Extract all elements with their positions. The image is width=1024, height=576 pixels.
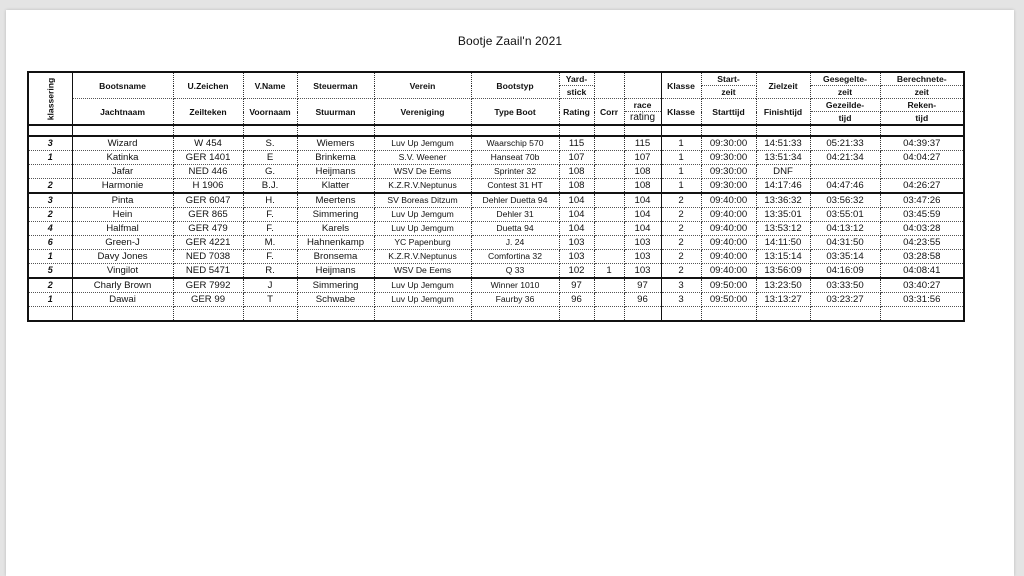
rank-cell: 1 [28, 293, 72, 307]
header-vname: V.Name [243, 72, 297, 99]
initials-cell: S. [243, 136, 297, 151]
club-cell: Luv Up Jemgum [374, 293, 471, 307]
calculated-time-cell: 04:03:28 [880, 222, 964, 236]
race-rating-cell: 108 [624, 179, 661, 194]
header-corr: Corr [594, 99, 624, 126]
klasse-cell: 1 [661, 179, 701, 194]
table-row [28, 193, 964, 208]
sail-number-cell: W 454 [173, 136, 243, 151]
club-cell: Luv Up Jemgum [374, 278, 471, 293]
sailed-time-cell: 04:31:50 [810, 236, 880, 250]
club-cell: Luv Up Jemgum [374, 208, 471, 222]
header-verein: Verein [374, 72, 471, 99]
calculated-time-cell: 03:45:59 [880, 208, 964, 222]
sail-number-cell: NED 446 [173, 165, 243, 179]
header-uzeichen: U.Zeichen [173, 72, 243, 99]
calculated-time-cell: 04:08:41 [880, 264, 964, 279]
sail-number-cell: GER 479 [173, 222, 243, 236]
start-time-cell: 09:30:00 [701, 136, 756, 151]
boat-type-cell: J. 24 [471, 236, 559, 250]
start-time-cell: 09:40:00 [701, 193, 756, 208]
finish-time-cell: 13:15:14 [756, 250, 810, 264]
yardstick-cell: 108 [559, 165, 594, 179]
sailed-time-cell [810, 165, 880, 179]
race-rating-cell: 104 [624, 193, 661, 208]
corr-cell [594, 165, 624, 179]
table-row [28, 264, 964, 279]
yardstick-cell: 104 [559, 222, 594, 236]
finish-time-cell: 14:11:50 [756, 236, 810, 250]
finish-time-cell: DNF [756, 165, 810, 179]
klasse-cell: 2 [661, 250, 701, 264]
boat-type-cell: Comfortina 32 [471, 250, 559, 264]
sailed-time-cell: 03:33:50 [810, 278, 880, 293]
yardstick-cell: 97 [559, 278, 594, 293]
table-row [28, 179, 964, 194]
corr-cell [594, 208, 624, 222]
header-reken-2: tijd [880, 112, 964, 126]
boat-name-cell: Hein [72, 208, 173, 222]
header-gesegelte-2: zeit [810, 86, 880, 99]
start-time-cell: 09:40:00 [701, 222, 756, 236]
boat-name-cell: Harmonie [72, 179, 173, 194]
sail-number-cell: GER 99 [173, 293, 243, 307]
boat-type-cell: Faurby 36 [471, 293, 559, 307]
club-cell: Luv Up Jemgum [374, 136, 471, 151]
corr-cell [594, 136, 624, 151]
sailed-time-cell: 03:56:32 [810, 193, 880, 208]
header-row-1 [28, 72, 964, 86]
header-stick: stick [559, 86, 594, 99]
skipper-cell: Heijmans [297, 264, 374, 279]
klasse-cell: 1 [661, 151, 701, 165]
calculated-time-cell: 03:40:27 [880, 278, 964, 293]
sail-number-cell: GER 7992 [173, 278, 243, 293]
klasse-cell: 2 [661, 222, 701, 236]
start-time-cell: 09:30:00 [701, 165, 756, 179]
header-jachtnaam: Jachtnaam [72, 99, 173, 126]
boat-type-cell: Contest 31 HT [471, 179, 559, 194]
table-row [28, 250, 964, 264]
boat-name-cell: Charly Brown [72, 278, 173, 293]
klasse-cell: 3 [661, 293, 701, 307]
race-rating-cell: 104 [624, 208, 661, 222]
boat-type-cell: Sprinter 32 [471, 165, 559, 179]
boat-name-cell: Davy Jones [72, 250, 173, 264]
klasse-cell: 2 [661, 236, 701, 250]
rank-cell: 1 [28, 151, 72, 165]
race-rating-cell: 115 [624, 136, 661, 151]
header-row-3 [28, 99, 964, 112]
boat-type-cell: Winner 1010 [471, 278, 559, 293]
club-cell: YC Papenburg [374, 236, 471, 250]
start-time-cell: 09:40:00 [701, 264, 756, 279]
initials-cell: M. [243, 236, 297, 250]
boat-name-cell: Dawai [72, 293, 173, 307]
header-typeboot: Type Boot [471, 99, 559, 126]
corr-cell [594, 222, 624, 236]
race-rating-cell: 107 [624, 151, 661, 165]
race-rating-cell: 103 [624, 264, 661, 279]
club-cell: WSV De Eems [374, 264, 471, 279]
initials-cell: F. [243, 208, 297, 222]
header-bootsname: Bootsname [72, 72, 173, 99]
start-time-cell: 09:50:00 [701, 278, 756, 293]
corr-cell [594, 151, 624, 165]
boat-type-cell: Dehler 31 [471, 208, 559, 222]
finish-time-cell: 13:56:09 [756, 264, 810, 279]
yardstick-cell: 96 [559, 293, 594, 307]
sailed-time-cell: 03:35:14 [810, 250, 880, 264]
rank-cell: 3 [28, 193, 72, 208]
corr-cell [594, 293, 624, 307]
rank-cell [28, 165, 72, 179]
header-rating: Rating [559, 99, 594, 126]
rank-cell: 5 [28, 264, 72, 279]
header-berechnete-2: zeit [880, 86, 964, 99]
result-rows [28, 136, 964, 307]
header-start-1: Start- [701, 72, 756, 86]
calculated-time-cell: 03:31:56 [880, 293, 964, 307]
table-row [28, 151, 964, 165]
rank-cell: 2 [28, 208, 72, 222]
boat-type-cell: Hanseat 70b [471, 151, 559, 165]
calculated-time-cell: 03:28:58 [880, 250, 964, 264]
skipper-cell: Bronsema [297, 250, 374, 264]
yardstick-cell: 102 [559, 264, 594, 279]
boat-name-cell: Vingilot [72, 264, 173, 279]
boat-name-cell: Green-J [72, 236, 173, 250]
table-row [28, 278, 964, 293]
klasse-cell: 2 [661, 208, 701, 222]
initials-cell: H. [243, 193, 297, 208]
page-title: Bootje Zaail'n 2021 [457, 34, 563, 48]
header-finishtijd: Finishtijd [756, 99, 810, 126]
calculated-time-cell: 04:39:37 [880, 136, 964, 151]
calculated-time-cell: 04:26:27 [880, 179, 964, 194]
header-voornaam: Voornaam [243, 99, 297, 126]
finish-time-cell: 13:13:27 [756, 293, 810, 307]
initials-cell: J [243, 278, 297, 293]
sailed-time-cell: 03:23:27 [810, 293, 880, 307]
boat-type-cell: Duetta 94 [471, 222, 559, 236]
rank-cell: 3 [28, 136, 72, 151]
start-time-cell: 09:30:00 [701, 179, 756, 194]
boat-name-cell: Wizard [72, 136, 173, 151]
yardstick-cell: 103 [559, 236, 594, 250]
skipper-cell: Schwabe [297, 293, 374, 307]
corr-cell [594, 250, 624, 264]
corr-cell [594, 278, 624, 293]
rank-cell: 6 [28, 236, 72, 250]
sailed-time-cell: 04:21:34 [810, 151, 880, 165]
finish-time-cell: 13:51:34 [756, 151, 810, 165]
race-rating-cell: 103 [624, 250, 661, 264]
club-cell: K.Z.R.V.Neptunus [374, 250, 471, 264]
race-rating-cell: 104 [624, 222, 661, 236]
corr-cell [594, 236, 624, 250]
header-gezeilde-2: tijd [810, 112, 880, 126]
boat-name-cell: Halfmal [72, 222, 173, 236]
header-reken-1: Reken- [880, 99, 964, 112]
initials-cell: T [243, 293, 297, 307]
skipper-cell: Meertens [297, 193, 374, 208]
skipper-cell: Wiemers [297, 136, 374, 151]
race-rating-cell: 96 [624, 293, 661, 307]
sailed-time-cell: 04:16:09 [810, 264, 880, 279]
blank-row [28, 307, 964, 322]
skipper-cell: Hahnenkamp [297, 236, 374, 250]
boat-name-cell: Katinka [72, 151, 173, 165]
club-cell: WSV De Eems [374, 165, 471, 179]
table-row [28, 208, 964, 222]
klasse-cell: 1 [661, 136, 701, 151]
rank-cell: 2 [28, 179, 72, 194]
race-rating-cell: 108 [624, 165, 661, 179]
table-row [28, 236, 964, 250]
header-race-rating: rating [624, 112, 661, 126]
race-rating-cell: 97 [624, 278, 661, 293]
klasse-cell: 3 [661, 278, 701, 293]
header-klasse-bottom: Klasse [661, 99, 701, 126]
initials-cell: B.J. [243, 179, 297, 194]
skipper-cell: Simmering [297, 208, 374, 222]
klasse-cell: 2 [661, 193, 701, 208]
sail-number-cell: GER 1401 [173, 151, 243, 165]
header-klasse-top: Klasse [661, 72, 701, 99]
header-gesegelte-1: Gesegelte- [810, 72, 880, 86]
club-cell: Luv Up Jemgum [374, 222, 471, 236]
yardstick-cell: 108 [559, 179, 594, 194]
spacer-row [28, 125, 964, 136]
initials-cell: F. [243, 250, 297, 264]
header-bootstyp: Bootstyp [471, 72, 559, 99]
corr-cell [594, 193, 624, 208]
header-zielzeit: Zielzeit [756, 72, 810, 99]
document-page [6, 10, 1014, 576]
header-race: race [624, 99, 661, 112]
header-steuerman: Steuerman [297, 72, 374, 99]
finish-time-cell: 13:35:01 [756, 208, 810, 222]
header-empty-corr-top [594, 72, 624, 99]
start-time-cell: 09:40:00 [701, 236, 756, 250]
start-time-cell: 09:40:00 [701, 250, 756, 264]
header-berechnete-1: Berechnete- [880, 72, 964, 86]
sail-number-cell: GER 6047 [173, 193, 243, 208]
corr-cell [594, 179, 624, 194]
klasse-cell: 1 [661, 165, 701, 179]
yardstick-cell: 115 [559, 136, 594, 151]
sail-number-cell: GER 4221 [173, 236, 243, 250]
yardstick-cell: 104 [559, 193, 594, 208]
sail-number-cell: NED 5471 [173, 264, 243, 279]
skipper-cell: Heijmans [297, 165, 374, 179]
skipper-cell: Karels [297, 222, 374, 236]
calculated-time-cell: 04:04:27 [880, 151, 964, 165]
start-time-cell: 09:30:00 [701, 151, 756, 165]
calculated-time-cell: 03:47:26 [880, 193, 964, 208]
header-stuurman: Stuurman [297, 99, 374, 126]
start-time-cell: 09:50:00 [701, 293, 756, 307]
calculated-time-cell [880, 165, 964, 179]
rank-cell: 1 [28, 250, 72, 264]
header-zeilteken: Zeilteken [173, 99, 243, 126]
finish-time-cell: 13:53:12 [756, 222, 810, 236]
sailed-time-cell: 05:21:33 [810, 136, 880, 151]
finish-time-cell: 14:51:33 [756, 136, 810, 151]
boat-type-cell: Q 33 [471, 264, 559, 279]
table-row [28, 136, 964, 151]
header-starttijd: Starttijd [701, 99, 756, 126]
start-time-cell: 09:40:00 [701, 208, 756, 222]
header-gezeilde-1: Gezeilde- [810, 99, 880, 112]
results-table [27, 71, 965, 322]
header-empty-race-top [624, 72, 661, 99]
rank-cell: 4 [28, 222, 72, 236]
yardstick-cell: 104 [559, 208, 594, 222]
header-yard: Yard- [559, 72, 594, 86]
table-row [28, 222, 964, 236]
yardstick-cell: 107 [559, 151, 594, 165]
finish-time-cell: 13:23:50 [756, 278, 810, 293]
skipper-cell: Brinkema [297, 151, 374, 165]
corr-cell: 1 [594, 264, 624, 279]
sail-number-cell: NED 7038 [173, 250, 243, 264]
sail-number-cell: H 1906 [173, 179, 243, 194]
initials-cell: G. [243, 165, 297, 179]
klasse-cell: 2 [661, 264, 701, 279]
header-start-2: zeit [701, 86, 756, 99]
boat-name-cell: Pinta [72, 193, 173, 208]
initials-cell: E [243, 151, 297, 165]
table-row [28, 293, 964, 307]
club-cell: K.Z.R.V.Neptunus [374, 179, 471, 194]
initials-cell: F. [243, 222, 297, 236]
table-row [28, 165, 964, 179]
boat-type-cell: Waarschip 570 [471, 136, 559, 151]
boat-name-cell: Jafar [72, 165, 173, 179]
sail-number-cell: GER 865 [173, 208, 243, 222]
initials-cell: R. [243, 264, 297, 279]
rank-cell: 2 [28, 278, 72, 293]
skipper-cell: Klatter [297, 179, 374, 194]
skipper-cell: Simmering [297, 278, 374, 293]
header-klassering: klassering [28, 72, 72, 125]
boat-type-cell: Dehler Duetta 94 [471, 193, 559, 208]
finish-time-cell: 14:17:46 [756, 179, 810, 194]
race-rating-cell: 103 [624, 236, 661, 250]
sailed-time-cell: 04:47:46 [810, 179, 880, 194]
header-vereniging: Vereniging [374, 99, 471, 126]
yardstick-cell: 103 [559, 250, 594, 264]
club-cell: SV Boreas Ditzum [374, 193, 471, 208]
club-cell: S.V. Weener [374, 151, 471, 165]
finish-time-cell: 13:36:32 [756, 193, 810, 208]
sailed-time-cell: 04:13:12 [810, 222, 880, 236]
calculated-time-cell: 04:23:55 [880, 236, 964, 250]
sailed-time-cell: 03:55:01 [810, 208, 880, 222]
